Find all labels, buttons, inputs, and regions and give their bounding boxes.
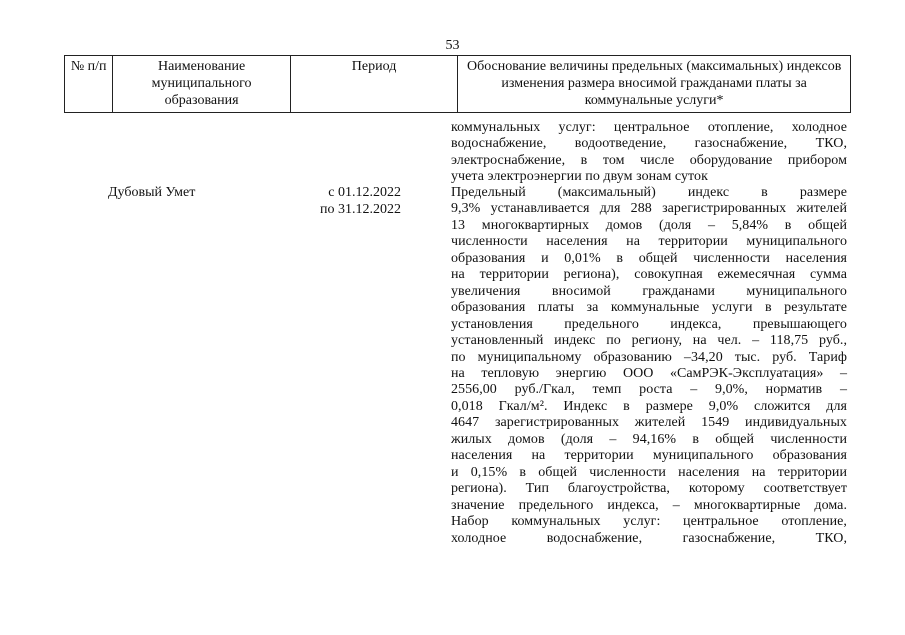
text-line: жилых домов (доля – 94,16% в общей численности [451, 431, 847, 447]
header-col-number: № п/п [65, 56, 113, 113]
text-line: коммунальных услуг: центральное отопление, холодное [451, 120, 847, 135]
text-line: региона). Тип благоустройства, которому соответствует [451, 481, 847, 497]
text-line: Предельный (максимальный) индекс в размере [451, 185, 847, 200]
period-to: по 31.12.2022 [320, 201, 401, 217]
text-line: Набор коммунальных услуг: центральное отопление, [451, 514, 847, 530]
page-number: 53 [445, 38, 460, 53]
table-header [64, 55, 851, 113]
header-col-basis: Обоснование величины предельных (максимальных) индексов изменения размера вносимой гражданами платы за коммунальные услуги* [458, 56, 851, 113]
text-line: на тепловую энергию ООО «СамРЭК-Эксплуатация» – [451, 365, 847, 381]
text-line: значение предельного индекса, – многоквартирные дома. [451, 497, 847, 513]
text-line: холодное водоснабжение, газоснабжение, ТКО, [451, 530, 847, 546]
text-line: 4647 зарегистрированных жителей 1549 индивидуальных [451, 415, 847, 431]
text-line: установления предельного индекса, превышающего [451, 316, 847, 332]
basis-continuation [451, 120, 847, 186]
text-line: и 0,15% в общей численности населения на территории [451, 464, 847, 480]
text-line: 2556,00 руб./Гкал, темп роста – 9,0%, норматив – [451, 382, 847, 398]
header-col-period: Период [290, 56, 457, 113]
text-line: по муниципальному образованию –34,20 тыс. руб. Тариф [451, 349, 847, 365]
table-header-row [65, 56, 851, 113]
text-line: увеличения вносимой гражданами муниципального [451, 283, 847, 299]
text-line: установленный индекс по региону, на чел. – 118,75 руб., [451, 333, 847, 349]
basis-text [451, 185, 847, 547]
text-line: образования и 0,01% в общей численности населения [451, 250, 847, 266]
period-from: с 01.12.2022 [328, 185, 401, 200]
text-line: населения на территории муниципального образования [451, 448, 847, 464]
period-cell [320, 185, 401, 218]
text-line: образования платы за коммунальные услуги в результате [451, 300, 847, 316]
text-line: на территории региона), совокупная ежемесячная сумма [451, 267, 847, 283]
header-col-municipality: Наименование муниципального образования [113, 56, 290, 113]
text-line: 0,018 Гкал/м². Индекс в размере 9,0% сложится для [451, 398, 847, 414]
municipality-name: Дубовый Умет [108, 185, 196, 200]
text-line: 9,3% устанавливается для 288 зарегистрированных жителей [451, 201, 847, 217]
text-line: численности населения на территории муниципального [451, 234, 847, 250]
text-line: учета электроэнергии по двум зонам суток [451, 169, 708, 185]
text-line: водоснабжение, водоотведение, газоснабжение, ТКО, [451, 136, 847, 152]
text-line: 13 многоквартирных домов (доля – 5,84% в общей [451, 217, 847, 233]
text-line: электроснабжение, в том числе оборудование прибором [451, 152, 847, 168]
